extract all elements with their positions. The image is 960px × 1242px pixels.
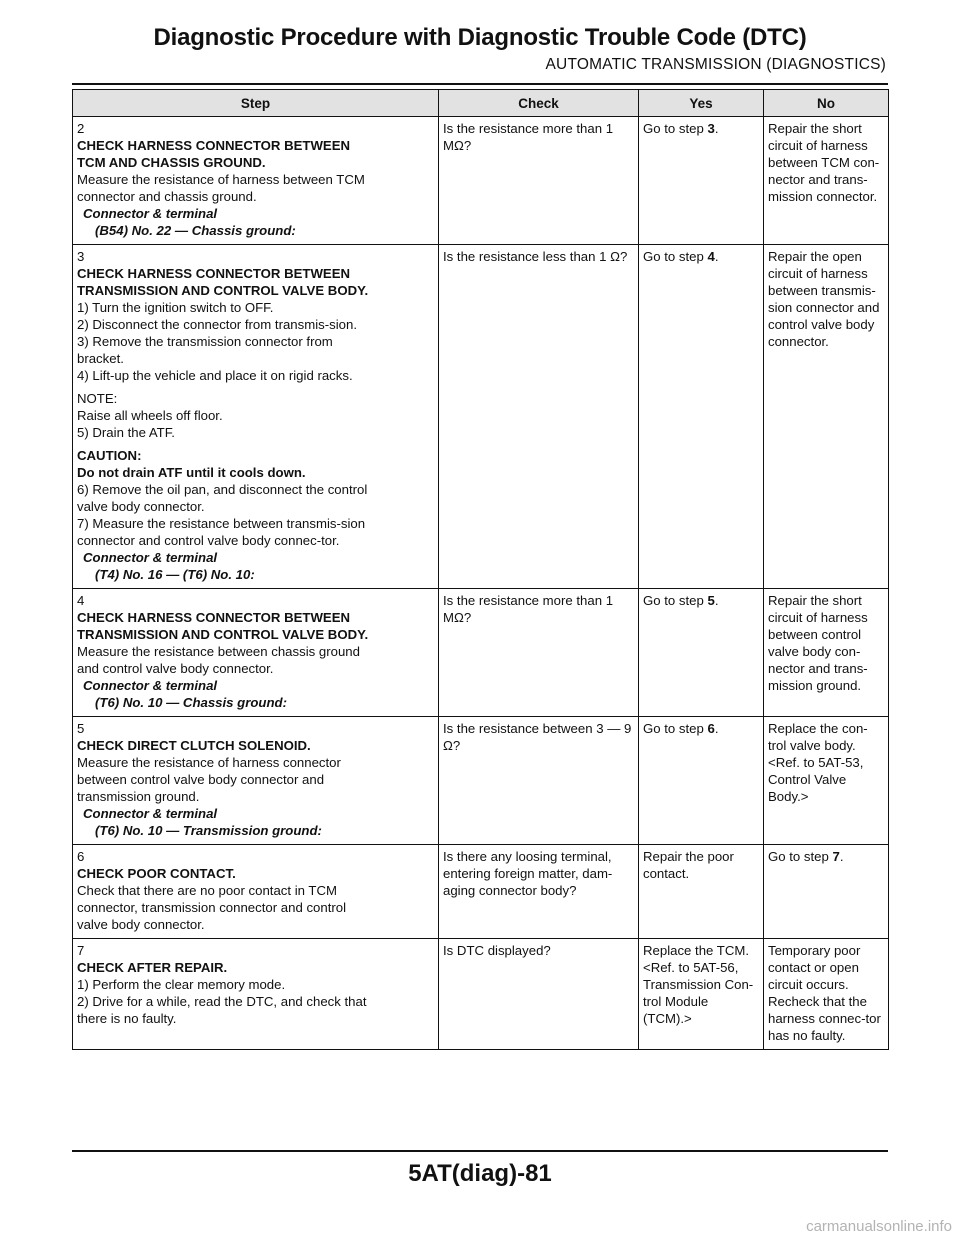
step-number: 4 — [77, 593, 85, 608]
terminal-spec: (B54) No. 22 — Chassis ground: — [95, 223, 296, 238]
no-cell: Repair the open circuit of harness between transmis-sion connector and control valve body connector. — [764, 245, 889, 589]
connector-label: Connector & terminal — [83, 806, 218, 821]
yes-step-ref: 4 — [707, 249, 715, 264]
step-number: 7 — [77, 943, 85, 958]
yes-text: Go to step — [643, 249, 708, 264]
step-instruction: 4) Lift-up the vehicle and place it on rigid racks. — [77, 368, 353, 383]
table-header-row — [73, 90, 889, 117]
step-cell — [73, 589, 439, 717]
table-row — [73, 717, 889, 845]
yes-cell: Repair the poor contact. — [639, 845, 764, 939]
watermark: carmanualsonline.info — [806, 1218, 952, 1235]
no-text-end: . — [839, 849, 844, 864]
column-header-no: No — [764, 90, 889, 117]
step-cell — [73, 117, 439, 245]
no-text: Go to step — [768, 849, 833, 864]
table-row — [73, 117, 889, 245]
check-cell: Is the resistance more than 1 MΩ? — [439, 589, 639, 717]
step-instruction: 1) Turn the ignition switch to OFF. — [77, 300, 274, 315]
check-cell: Is the resistance between 3 — 9 Ω? — [439, 717, 639, 845]
no-cell — [764, 845, 889, 939]
step-heading: CHECK HARNESS CONNECTOR BETWEEN TRANSMISSION AND CONTROL VALVE BODY. — [77, 610, 369, 642]
step-heading: CHECK HARNESS CONNECTOR BETWEEN TCM AND CHASSIS GROUND. — [77, 138, 351, 170]
column-header-step: Step — [73, 90, 439, 117]
yes-text-end: . — [714, 721, 719, 736]
step-instruction: Measure the resistance of harness connector between control valve body connector and transmission ground. — [77, 755, 341, 804]
check-cell: Is there any loosing terminal, entering foreign matter, dam-aging connector body? — [439, 845, 639, 939]
check-cell: Is the resistance less than 1 Ω? — [439, 245, 639, 589]
yes-text: Go to step — [643, 593, 708, 608]
table-row — [73, 589, 889, 717]
table-row — [73, 245, 889, 589]
footer-rule — [72, 1150, 888, 1152]
yes-step-ref: 6 — [707, 721, 715, 736]
section-subtitle: AUTOMATIC TRANSMISSION (DIAGNOSTICS) — [545, 56, 886, 73]
step-instruction: Check that there are no poor contact in TCM connector, transmission connector and control valve body connector. — [77, 883, 347, 932]
step-number: 3 — [77, 249, 85, 264]
step-cell — [73, 717, 439, 845]
step-instruction: 6) Remove the oil pan, and disconnect the control valve body connector. — [77, 482, 368, 514]
yes-text-end: . — [714, 121, 719, 136]
step-number: 5 — [77, 721, 85, 736]
yes-cell — [639, 245, 764, 589]
diagnostic-table — [72, 89, 889, 1050]
step-number: 6 — [77, 849, 85, 864]
step-instruction: Measure the resistance between chassis ground and control valve body connector. — [77, 644, 360, 676]
check-cell: Is the resistance more than 1 MΩ? — [439, 117, 639, 245]
note-label: NOTE: — [77, 391, 118, 406]
step-heading: CHECK DIRECT CLUTCH SOLENOID. — [77, 738, 311, 753]
step-instruction: 2) Drive for a while, read the DTC, and check that there is no faulty. — [77, 994, 367, 1026]
caution-label: CAUTION: — [77, 448, 142, 463]
terminal-spec: (T4) No. 16 — (T6) No. 10: — [95, 567, 255, 582]
column-header-yes: Yes — [639, 90, 764, 117]
yes-text-end: . — [714, 593, 719, 608]
step-instruction: 3) Remove the transmission connector from bracket. — [77, 334, 333, 366]
connector-label: Connector & terminal — [83, 550, 218, 565]
note-text: Raise all wheels off floor. — [77, 408, 223, 423]
table-row — [73, 939, 889, 1050]
column-header-check: Check — [439, 90, 639, 117]
header-rule — [72, 83, 888, 85]
terminal-spec: (T6) No. 10 — Chassis ground: — [95, 695, 287, 710]
step-cell — [73, 939, 439, 1050]
table-row — [73, 845, 889, 939]
step-cell — [73, 845, 439, 939]
step-instruction: 5) Drain the ATF. — [77, 425, 175, 440]
step-instruction: 7) Measure the resistance between transmis-sion connector and control valve body connec-tor. — [77, 516, 366, 548]
step-heading: CHECK POOR CONTACT. — [77, 866, 236, 881]
yes-cell — [639, 117, 764, 245]
yes-text-end: . — [714, 249, 719, 264]
connector-label: Connector & terminal — [83, 206, 218, 221]
yes-cell — [639, 589, 764, 717]
no-cell: Repair the short circuit of harness between control valve body con-nector and trans-mission ground. — [764, 589, 889, 717]
caution-text: Do not drain ATF until it cools down. — [77, 465, 306, 480]
step-heading: CHECK AFTER REPAIR. — [77, 960, 228, 975]
yes-cell — [639, 717, 764, 845]
yes-step-ref: 3 — [707, 121, 715, 136]
step-instruction: 1) Perform the clear memory mode. — [77, 977, 286, 992]
step-instruction: Measure the resistance of harness between TCM connector and chassis ground. — [77, 172, 365, 204]
terminal-spec: (T6) No. 10 — Transmission ground: — [95, 823, 322, 838]
connector-label: Connector & terminal — [83, 678, 218, 693]
check-cell: Is DTC displayed? — [439, 939, 639, 1050]
step-number: 2 — [77, 121, 85, 136]
step-instruction: 2) Disconnect the connector from transmis-sion. — [77, 317, 357, 332]
step-heading: CHECK HARNESS CONNECTOR BETWEEN TRANSMISSION AND CONTROL VALVE BODY. — [77, 266, 369, 298]
page-title: Diagnostic Procedure with Diagnostic Trouble Code (DTC) — [153, 24, 807, 51]
yes-cell: Replace the TCM. <Ref. to 5AT-56, Transmission Con-trol Module (TCM).> — [639, 939, 764, 1050]
page-number: 5AT(diag)-81 — [408, 1160, 552, 1187]
step-cell — [73, 245, 439, 589]
no-cell: Repair the short circuit of harness between TCM con-nector and trans-mission connector. — [764, 117, 889, 245]
yes-text: Go to step — [643, 721, 708, 736]
no-cell: Replace the con-trol valve body. <Ref. to 5AT-53, Control Valve Body.> — [764, 717, 889, 845]
yes-text: Go to step — [643, 121, 708, 136]
no-step-ref: 7 — [832, 849, 840, 864]
no-cell: Temporary poor contact or open circuit occurs. Recheck that the harness connec-tor has no faulty. — [764, 939, 889, 1050]
yes-step-ref: 5 — [707, 593, 715, 608]
